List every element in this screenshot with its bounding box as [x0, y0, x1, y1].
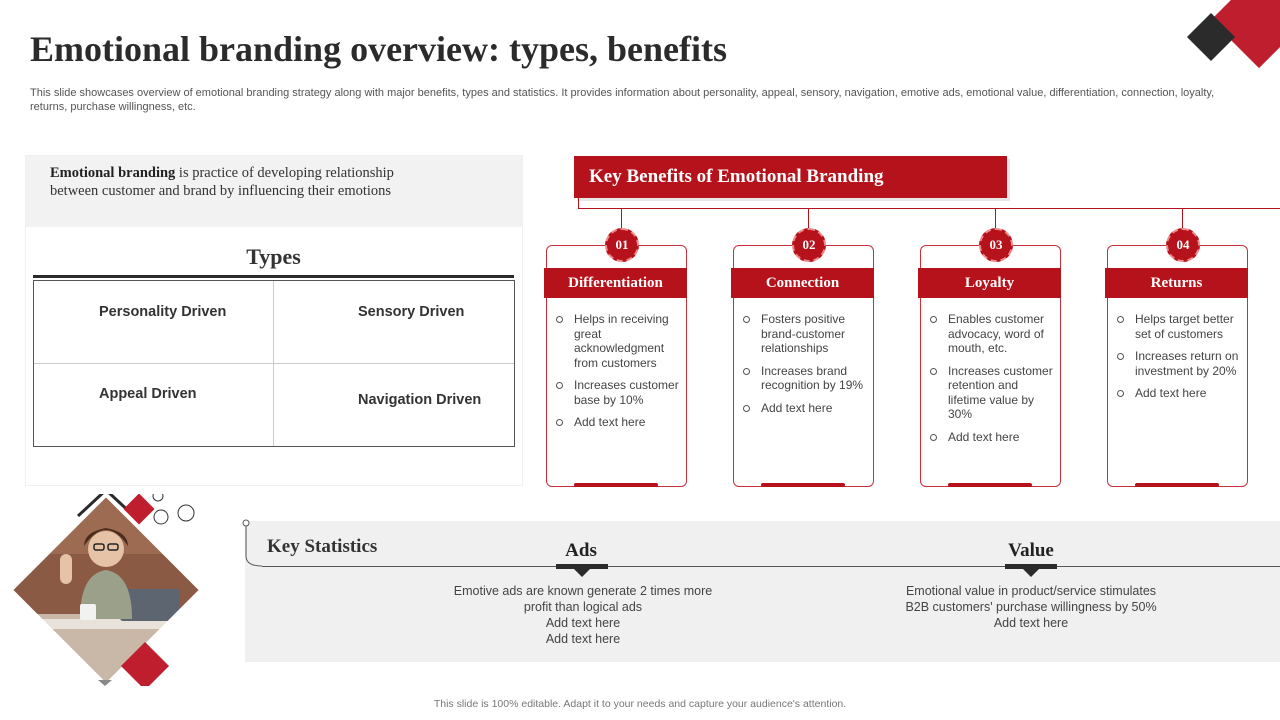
benefit-points — [556, 312, 681, 438]
stat-line: Add text here — [993, 616, 1069, 630]
benefit-number-badge: 01 — [605, 228, 639, 262]
stat-marker-arrow — [574, 569, 590, 577]
list-item: Increases customer retention and lifetime value by 30% — [930, 364, 1055, 422]
slide-footer: This slide is 100% editable. Adapt it to your needs and capture your audience's attention. — [433, 698, 847, 710]
benefit-footer-bar — [1135, 483, 1219, 487]
benefit-points — [930, 312, 1055, 452]
benefits-title: Key Benefits of Emotional Branding — [589, 166, 884, 187]
connector-line — [1182, 208, 1183, 230]
benefit-footer-bar — [948, 483, 1032, 487]
list-item: Increases return on investment by 20% — [1117, 349, 1242, 378]
stat-marker-arrow — [1023, 569, 1039, 577]
types-grid — [33, 280, 515, 447]
types-rule — [33, 275, 514, 278]
connector-line — [621, 208, 622, 230]
benefit-title: Loyalty — [918, 268, 1061, 298]
connector-line — [995, 208, 996, 230]
benefit-number-badge: 04 — [1166, 228, 1200, 262]
benefit-points — [1117, 312, 1242, 409]
type-cell — [34, 364, 274, 447]
type-cell — [34, 281, 274, 364]
list-item: Fosters positive brand-customer relationships — [743, 312, 868, 356]
list-item: Increases brand recognition by 19% — [743, 364, 868, 393]
list-item: Add text here — [1117, 386, 1242, 401]
list-item: Add text here — [743, 401, 868, 416]
type-label: Sensory Driven — [358, 304, 465, 320]
stat-line: Add text here — [545, 616, 621, 630]
stat-title-ads: Ads — [565, 540, 597, 561]
definition-body: is practice of developing relationship between customer and brand by influencing their emotions — [50, 165, 394, 199]
benefit-number-badge: 03 — [979, 228, 1013, 262]
benefit-title: Connection — [731, 268, 874, 298]
benefit-number-badge: 02 — [792, 228, 826, 262]
stat-title-value: Value — [1008, 540, 1054, 561]
connector-line — [578, 208, 1280, 209]
list-item: Add text here — [930, 430, 1055, 445]
list-item: Helps in receiving great acknowledgment from customers — [556, 312, 681, 370]
connector-line — [578, 198, 579, 208]
list-item: Enables customer advocacy, word of mouth, etc. — [930, 312, 1055, 356]
benefit-footer-bar — [574, 483, 658, 487]
stat-line: Emotional value in product/service stimulates B2B customers' purchase willingness by 50% — [905, 584, 1157, 614]
benefit-title: Returns — [1105, 268, 1248, 298]
type-cell — [274, 364, 514, 447]
benefit-points — [743, 312, 868, 423]
type-cell — [274, 281, 514, 364]
type-label: Appeal Driven — [99, 385, 197, 402]
slide-title: Emotional branding overview: types, benefits — [30, 29, 727, 69]
benefit-footer-bar — [761, 483, 845, 487]
list-item: Increases customer base by 10% — [556, 378, 681, 407]
definition-text — [50, 165, 440, 200]
benefits-header — [574, 156, 1007, 198]
type-label: Personality Driven — [99, 304, 227, 320]
statistics-title: Key Statistics — [267, 536, 378, 557]
person-photo-diamond — [10, 494, 202, 686]
connector-line — [808, 208, 809, 230]
slide-subtitle: This slide showcases overview of emotional branding strategy along with major benefits, types and statistics. It provides information about personality, appeal, sensory, navigation, emotive ads, emotional value, differentiation, connection, loyalty, returns, purchase willingness, etc. — [30, 87, 1215, 113]
benefit-title: Differentiation — [544, 268, 687, 298]
statistics-rule — [262, 566, 1280, 567]
types-title: Types — [246, 244, 301, 269]
list-item: Helps target better set of customers — [1117, 312, 1242, 341]
type-label: Navigation Driven — [358, 391, 482, 408]
stat-text-ads — [448, 583, 718, 647]
definition-term: Emotional branding — [50, 165, 176, 181]
stat-line: Emotive ads are known generate 2 times more profit than logical ads — [453, 584, 713, 614]
stat-line: Add text here — [545, 632, 621, 646]
stat-text-value — [896, 583, 1166, 631]
list-item: Add text here — [556, 415, 681, 430]
